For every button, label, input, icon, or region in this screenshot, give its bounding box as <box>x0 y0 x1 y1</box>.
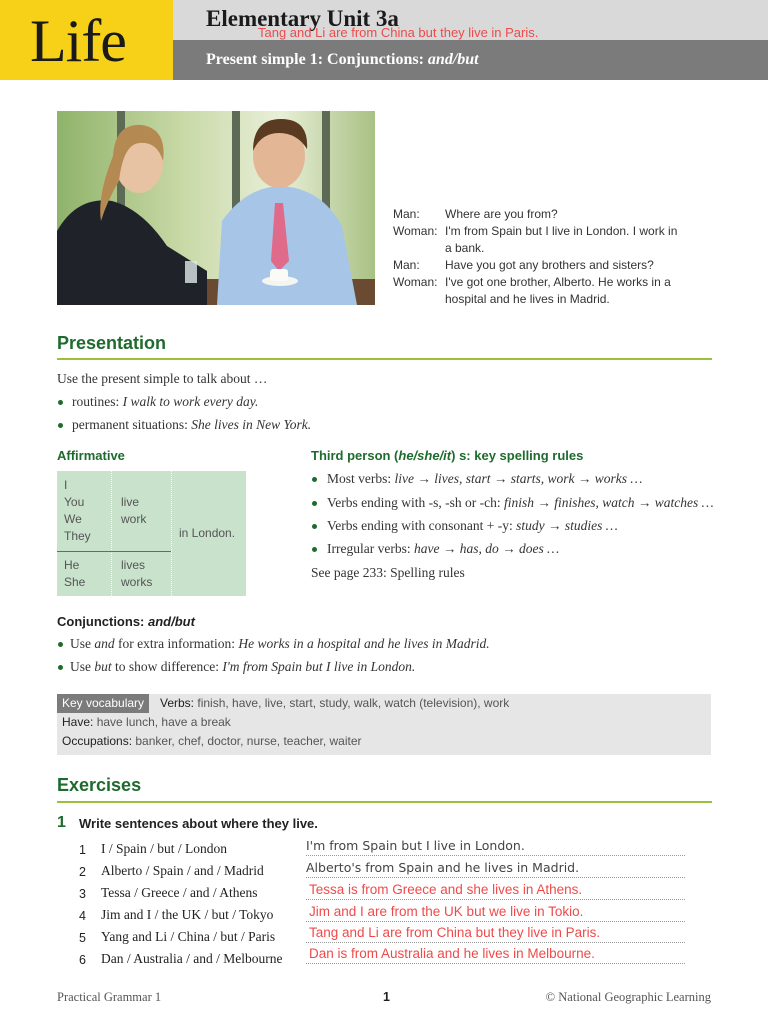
bullet-dot <box>312 477 317 482</box>
bullet-example: He works in a hospital and he lives in Madrid. <box>238 636 490 651</box>
dialogue-text: Have you got any brothers and sisters? <box>445 258 654 272</box>
affirmative-table <box>57 471 246 596</box>
answer-field[interactable]: Tessa is from Greece and she lives in Athens. <box>306 880 685 900</box>
exercise-prompt: Alberto / Spain / and / Madrid <box>101 863 264 878</box>
heading-part: Conjunctions: <box>57 614 148 629</box>
exercise-item-number: 1 <box>79 843 86 857</box>
subject-cell: They <box>64 529 91 543</box>
vocab-list: have lunch, have a break <box>93 715 231 729</box>
bullet-text: for extra information: <box>114 636 239 651</box>
unit-title: Elementary Unit 3a <box>206 6 399 31</box>
subject-cell: We <box>64 512 82 526</box>
bullet-example: I'm from Spain but I live in London. <box>222 659 416 674</box>
bullet-dot <box>312 524 317 529</box>
bullet-dot <box>58 642 63 647</box>
key-vocabulary-tag: Key vocabulary <box>57 694 149 713</box>
dialogue-speaker: Woman: <box>393 224 438 238</box>
heading-part: ) s: key spelling rules <box>451 448 584 463</box>
spelling-rule <box>327 540 559 558</box>
heading-part: Third person ( <box>311 448 399 463</box>
dialogue-speaker: Man: <box>393 258 420 272</box>
bullet-dot <box>58 400 63 405</box>
overlay-annotation: Tang and Li are from China but they live in Paris. <box>258 25 539 40</box>
exercise-prompt: I / Spain / but / London <box>101 841 227 856</box>
table-divider <box>171 471 172 596</box>
bullet-dot <box>58 423 63 428</box>
presentation-bullet <box>72 416 311 434</box>
rule-example: finish → finishes, watch → watches … <box>503 495 714 510</box>
exercise-prompt: Dan / Australia / and / Melbourne <box>101 951 283 966</box>
bullet-dot <box>312 501 317 506</box>
bullet-text: Use <box>70 659 95 674</box>
vocab-verbs <box>160 694 509 713</box>
spelling-reference: See page 233: Spelling rules <box>311 565 465 580</box>
verb-cell: work <box>121 512 147 526</box>
rule-example: live → lives, start → starts, work → works … <box>394 471 643 486</box>
footer-page-number: 1 <box>383 990 390 1004</box>
conjunctions-heading <box>57 614 195 630</box>
exercise-item-number: 3 <box>79 887 86 901</box>
exercise-prompt: Jim and I / the UK / but / Tokyo <box>101 907 274 922</box>
rule-label: Verbs ending with consonant + -y: <box>327 518 517 533</box>
rule-label: Irregular verbs: <box>327 541 414 556</box>
life-logo: Life <box>30 8 126 74</box>
bullet-dot <box>312 547 317 552</box>
rule-example: have → has, do → does … <box>413 541 560 556</box>
exercises-heading: Exercises <box>57 775 142 795</box>
answer-field[interactable]: Tang and Li are from China but they live in Paris. <box>306 923 685 943</box>
exercise-number: 1 <box>57 814 66 831</box>
rule-example: study → studies … <box>516 518 618 533</box>
vocab-have <box>62 713 231 732</box>
heading-italic: and/but <box>148 614 195 629</box>
footer-copyright: © National Geographic Learning <box>545 990 711 1004</box>
subject-cell: I <box>64 478 68 492</box>
footer-book-title: Practical Grammar 1 <box>57 990 162 1004</box>
presentation-intro: Use the present simple to talk about … <box>57 371 268 386</box>
heading-italic: he/she/it <box>398 448 452 463</box>
photo-illustration <box>57 111 375 305</box>
dialogue-text: Where are you from? <box>445 207 558 221</box>
vocab-occupations <box>62 732 362 751</box>
spelling-rule <box>327 517 618 535</box>
bullet-example: I walk to work every day. <box>122 394 259 409</box>
exercise-instruction: Write sentences about where they live. <box>79 816 318 831</box>
subject-cell: He <box>64 558 80 572</box>
exercise-item-number: 4 <box>79 909 86 923</box>
table-divider <box>111 471 112 596</box>
subject-cell: She <box>64 575 86 589</box>
verb-cell: live <box>121 495 140 509</box>
dialogue-text: I've got one brother, Alberto. He works in a hospital and he lives in Madrid. <box>445 275 671 306</box>
vocab-label: Verbs: <box>160 696 195 710</box>
exercise-item-number: 6 <box>79 953 86 967</box>
bullet-dot <box>58 665 63 670</box>
presentation-bullet <box>72 393 258 411</box>
vocab-label: Have: <box>62 715 94 729</box>
verb-cell: works <box>121 575 153 589</box>
answer-field[interactable]: Jim and I are from the UK but we live in Tokio. <box>306 902 685 922</box>
answer-field[interactable]: Alberto's from Spain and he lives in Madrid. <box>306 858 685 878</box>
conjunction-bullet <box>70 658 415 676</box>
dialogue-text: I'm from Spain but I live in London. I work in a bank. <box>445 224 678 255</box>
place-cell: in London. <box>179 526 236 540</box>
dialogue-speaker: Man: <box>393 207 420 221</box>
rule-label: Most verbs: <box>327 471 395 486</box>
bullet-text: routines: <box>72 394 123 409</box>
subtitle-italic: and/but <box>427 51 479 68</box>
bullet-text: permanent situations: <box>72 417 192 432</box>
bullet-word: and <box>94 636 115 651</box>
bullet-text: to show difference: <box>111 659 223 674</box>
table-row-divider <box>57 551 171 552</box>
subtitle-text: Present simple 1: Conjunctions: <box>206 51 428 68</box>
exercise-item-number: 5 <box>79 931 86 945</box>
vocab-list: finish, have, live, start, study, walk, watch (television), work <box>194 696 510 710</box>
exercises-rule <box>57 801 712 803</box>
presentation-heading: Presentation <box>57 333 167 353</box>
verb-cell: lives <box>121 558 146 572</box>
lesson-subtitle <box>206 50 479 70</box>
business-meeting-photo <box>57 111 375 305</box>
bullet-example: She lives in New York. <box>191 417 312 432</box>
bullet-text: Use <box>70 636 95 651</box>
conjunction-bullet <box>70 635 490 653</box>
exercise-prompt: Yang and Li / China / but / Paris <box>101 929 276 944</box>
affirmative-heading: Affirmative <box>57 448 125 463</box>
answer-field[interactable]: Dan is from Australia and he lives in Melbourne. <box>306 944 685 964</box>
subject-cell: You <box>64 495 85 509</box>
exercise-prompt: Tessa / Greece / and / Athens <box>101 885 258 900</box>
presentation-rule <box>57 358 712 360</box>
vocab-label: Occupations: <box>62 734 133 748</box>
bullet-word: but <box>94 659 112 674</box>
spelling-heading <box>311 448 583 464</box>
vocab-list: banker, chef, doctor, nurse, teacher, waiter <box>132 734 362 748</box>
rule-label: Verbs ending with -s, -sh or -ch: <box>327 495 504 510</box>
answer-field[interactable]: I'm from Spain but I live in London. <box>306 836 685 856</box>
dialogue-speaker: Woman: <box>393 275 438 289</box>
spelling-rule <box>327 494 714 512</box>
spelling-rule <box>327 470 642 488</box>
exercise-item-number: 2 <box>79 865 86 879</box>
